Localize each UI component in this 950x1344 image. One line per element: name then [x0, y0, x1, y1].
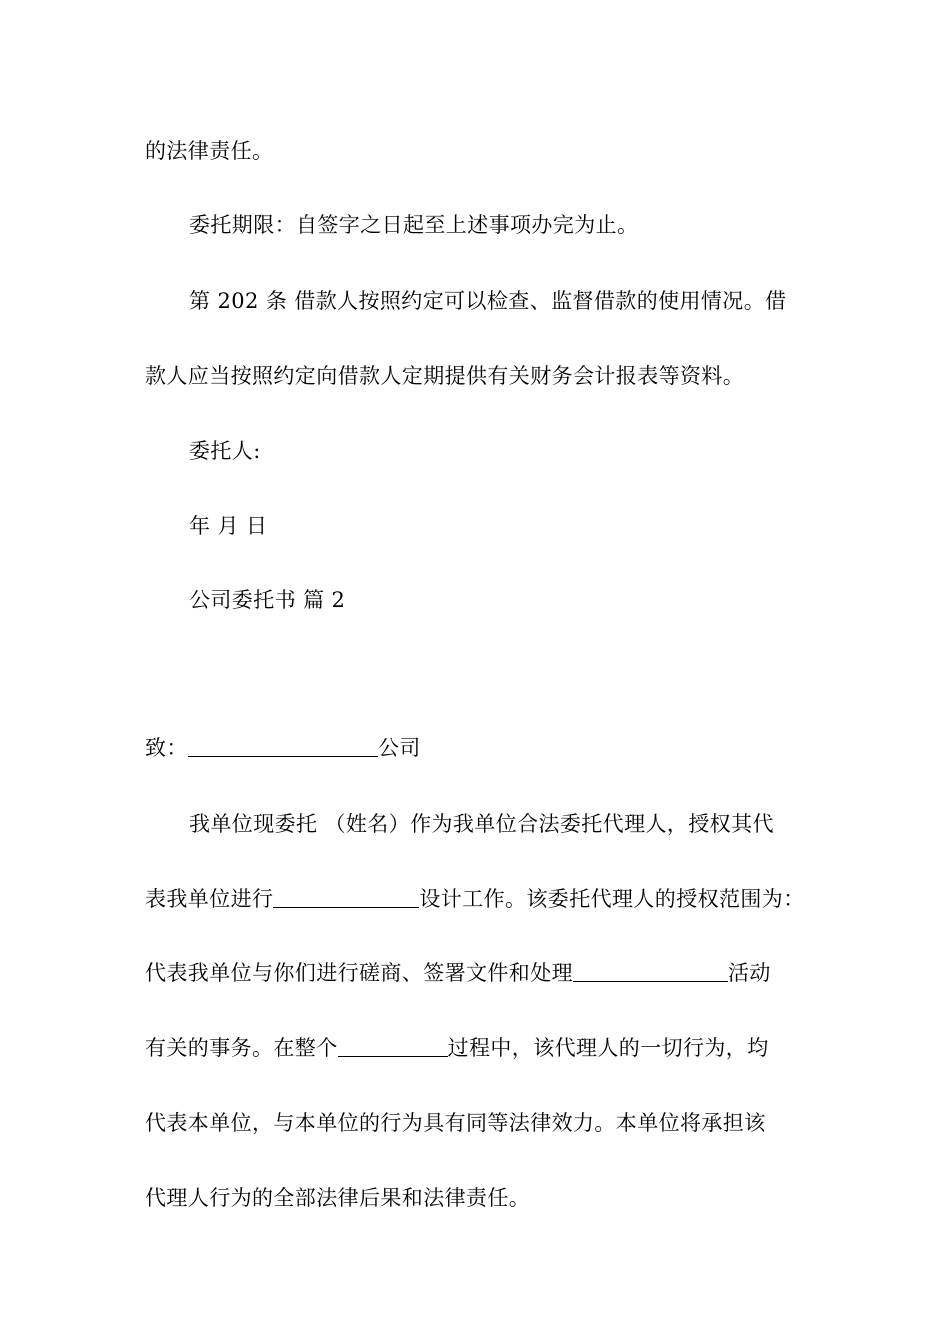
- text: 公司: [377, 736, 421, 760]
- fill-in-blank: [573, 961, 728, 982]
- text: 表我单位进行: [145, 887, 274, 911]
- text: 委托期限：自签字之日起至上述事项办完为止。: [189, 213, 639, 237]
- date-line: [189, 512, 869, 540]
- text: 活动: [728, 961, 771, 985]
- text: 代表我单位与你们进行磋商、签署文件和处理: [145, 961, 573, 985]
- text: 的法律责任。: [145, 139, 274, 163]
- fill-in-blank: [188, 736, 378, 757]
- paragraph-line: [189, 810, 869, 838]
- text: 公司委托书 篇 2: [189, 588, 346, 612]
- text: 代表本单位，与本单位的行为具有同等法律效力。本单位将承担该: [145, 1111, 766, 1135]
- text: 代理人行为的全部法律后果和法律责任。: [145, 1186, 531, 1210]
- paragraph-line: [189, 287, 869, 315]
- text: 第 202 条 借款人按照约定可以检查、监督借款的使用情况。借: [189, 289, 787, 313]
- text: 年 月 日: [189, 514, 268, 538]
- text: 过程中，该代理人的一切行为，均: [447, 1036, 769, 1060]
- addressee-line: [145, 734, 825, 762]
- paragraph-line: [145, 1034, 825, 1062]
- text: 我单位现委托 （姓名）作为我单位合法委托代理人，授权其代: [189, 812, 774, 836]
- text: 委托人:: [189, 439, 261, 463]
- paragraph-line: [145, 959, 825, 987]
- text: 款人应当按照约定向借款人定期提供有关财务会计报表等资料。: [145, 364, 745, 388]
- paragraph-line: [145, 362, 825, 390]
- section-heading: [189, 586, 869, 614]
- signature-label: [189, 437, 869, 465]
- text: 设计工作。该委托代理人的授权范围为：: [419, 887, 805, 911]
- paragraph-line: [145, 137, 825, 165]
- fill-in-blank: [273, 887, 419, 908]
- paragraph-line: [145, 1184, 825, 1212]
- paragraph-line: [189, 211, 869, 239]
- paragraph-line: [145, 885, 825, 913]
- paragraph-line: [145, 1109, 825, 1137]
- fill-in-blank: [338, 1036, 448, 1057]
- text: 有关的事务。在整个: [145, 1036, 338, 1060]
- text: 致：: [145, 736, 188, 760]
